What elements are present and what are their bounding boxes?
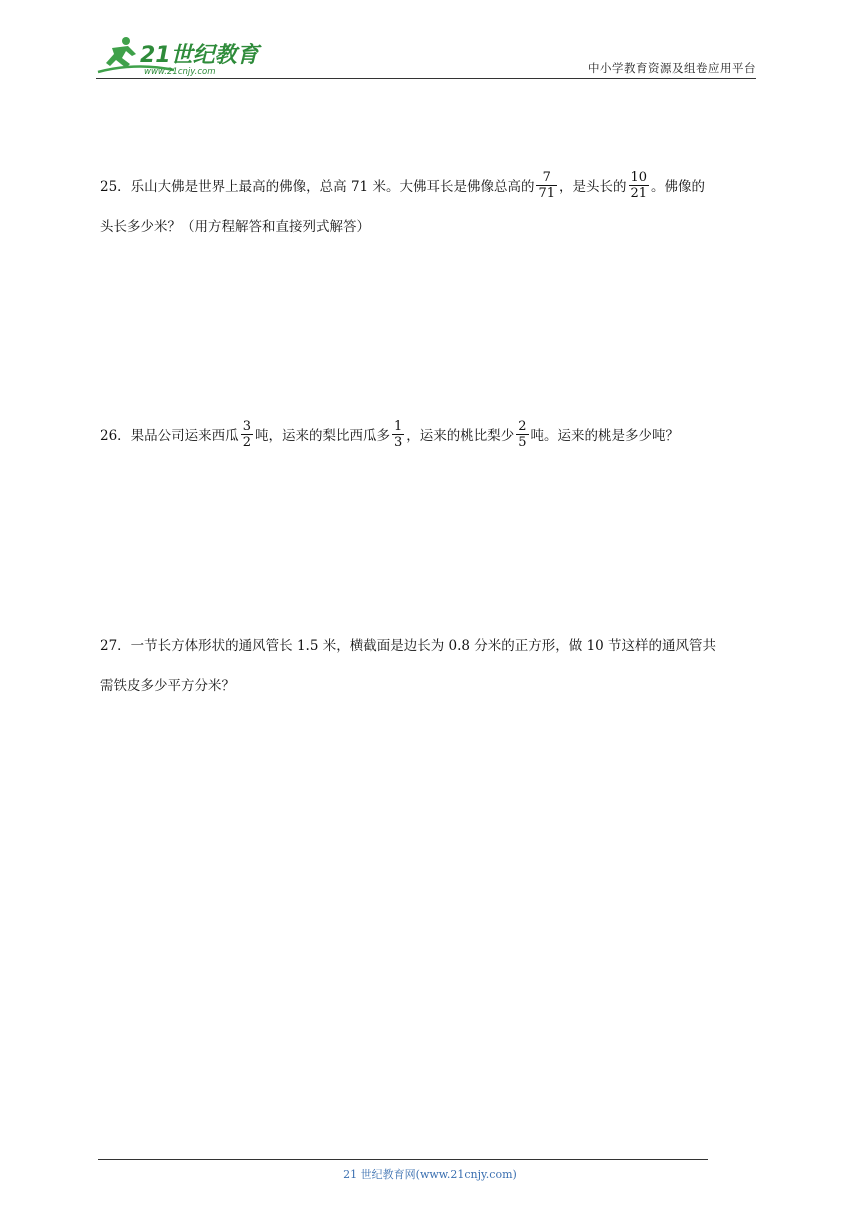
footer-divider	[98, 1159, 708, 1160]
fraction-numerator: 1	[393, 419, 403, 434]
fraction-denominator: 2	[242, 435, 251, 450]
logo-text: 21世纪教育	[140, 43, 259, 68]
fraction-numerator: 2	[518, 419, 527, 434]
q26-text-c: ，运来的桃比梨少	[406, 428, 515, 444]
question-27-line-2: 需铁皮多少平方分米？	[100, 678, 235, 694]
question-26	[100, 416, 764, 456]
question-25-line-2: 头长多少米？（用方程解答和直接列式解答）	[100, 219, 370, 235]
q25-text-c: 。佛像的	[651, 179, 706, 195]
fraction-denominator: 3	[393, 435, 403, 450]
fraction-3-2	[241, 419, 253, 450]
question-25	[100, 167, 764, 247]
q26-text-a: 26．果品公司运来西瓜	[100, 428, 239, 444]
fraction-1-3	[392, 419, 404, 450]
header-divider	[96, 78, 756, 79]
logo-url: www.21cnjy.com	[144, 67, 216, 76]
fraction-10-21	[629, 170, 650, 201]
footer-credit: 21 世纪教育网(www.21cnjy.com)	[343, 1168, 517, 1181]
fraction-numerator: 10	[630, 170, 648, 185]
q25-text-a: 25．乐山大佛是世界上最高的佛像，总高 71 米。大佛耳长是佛像总高的	[100, 179, 535, 195]
fraction-denominator: 21	[630, 186, 648, 201]
fraction-numerator: 3	[242, 419, 251, 434]
q25-text-b: ，是头长的	[559, 179, 627, 195]
q26-text-b: 吨，运来的梨比西瓜多	[254, 428, 390, 444]
logo-21cnjy	[96, 32, 266, 76]
page-header	[96, 30, 756, 78]
fraction-7-71	[536, 170, 557, 201]
question-26-line-1	[100, 416, 764, 456]
question-27-line-1: 27．一节长方体形状的通风管长 1.5 米，横截面是边长为 0.8 分米的正方形，做 10 节这样的通风管共	[100, 638, 717, 654]
platform-name: 中小学教育资源及组卷应用平台	[588, 61, 756, 75]
fraction-denominator: 71	[538, 186, 555, 201]
question-25-line-1	[100, 167, 764, 207]
fraction-numerator: 7	[536, 170, 557, 186]
fraction-2-5	[516, 419, 528, 450]
q26-text-d: 吨。运来的桃是多少吨？	[530, 428, 680, 444]
question-27	[100, 626, 764, 706]
fraction-denominator: 5	[518, 435, 527, 450]
